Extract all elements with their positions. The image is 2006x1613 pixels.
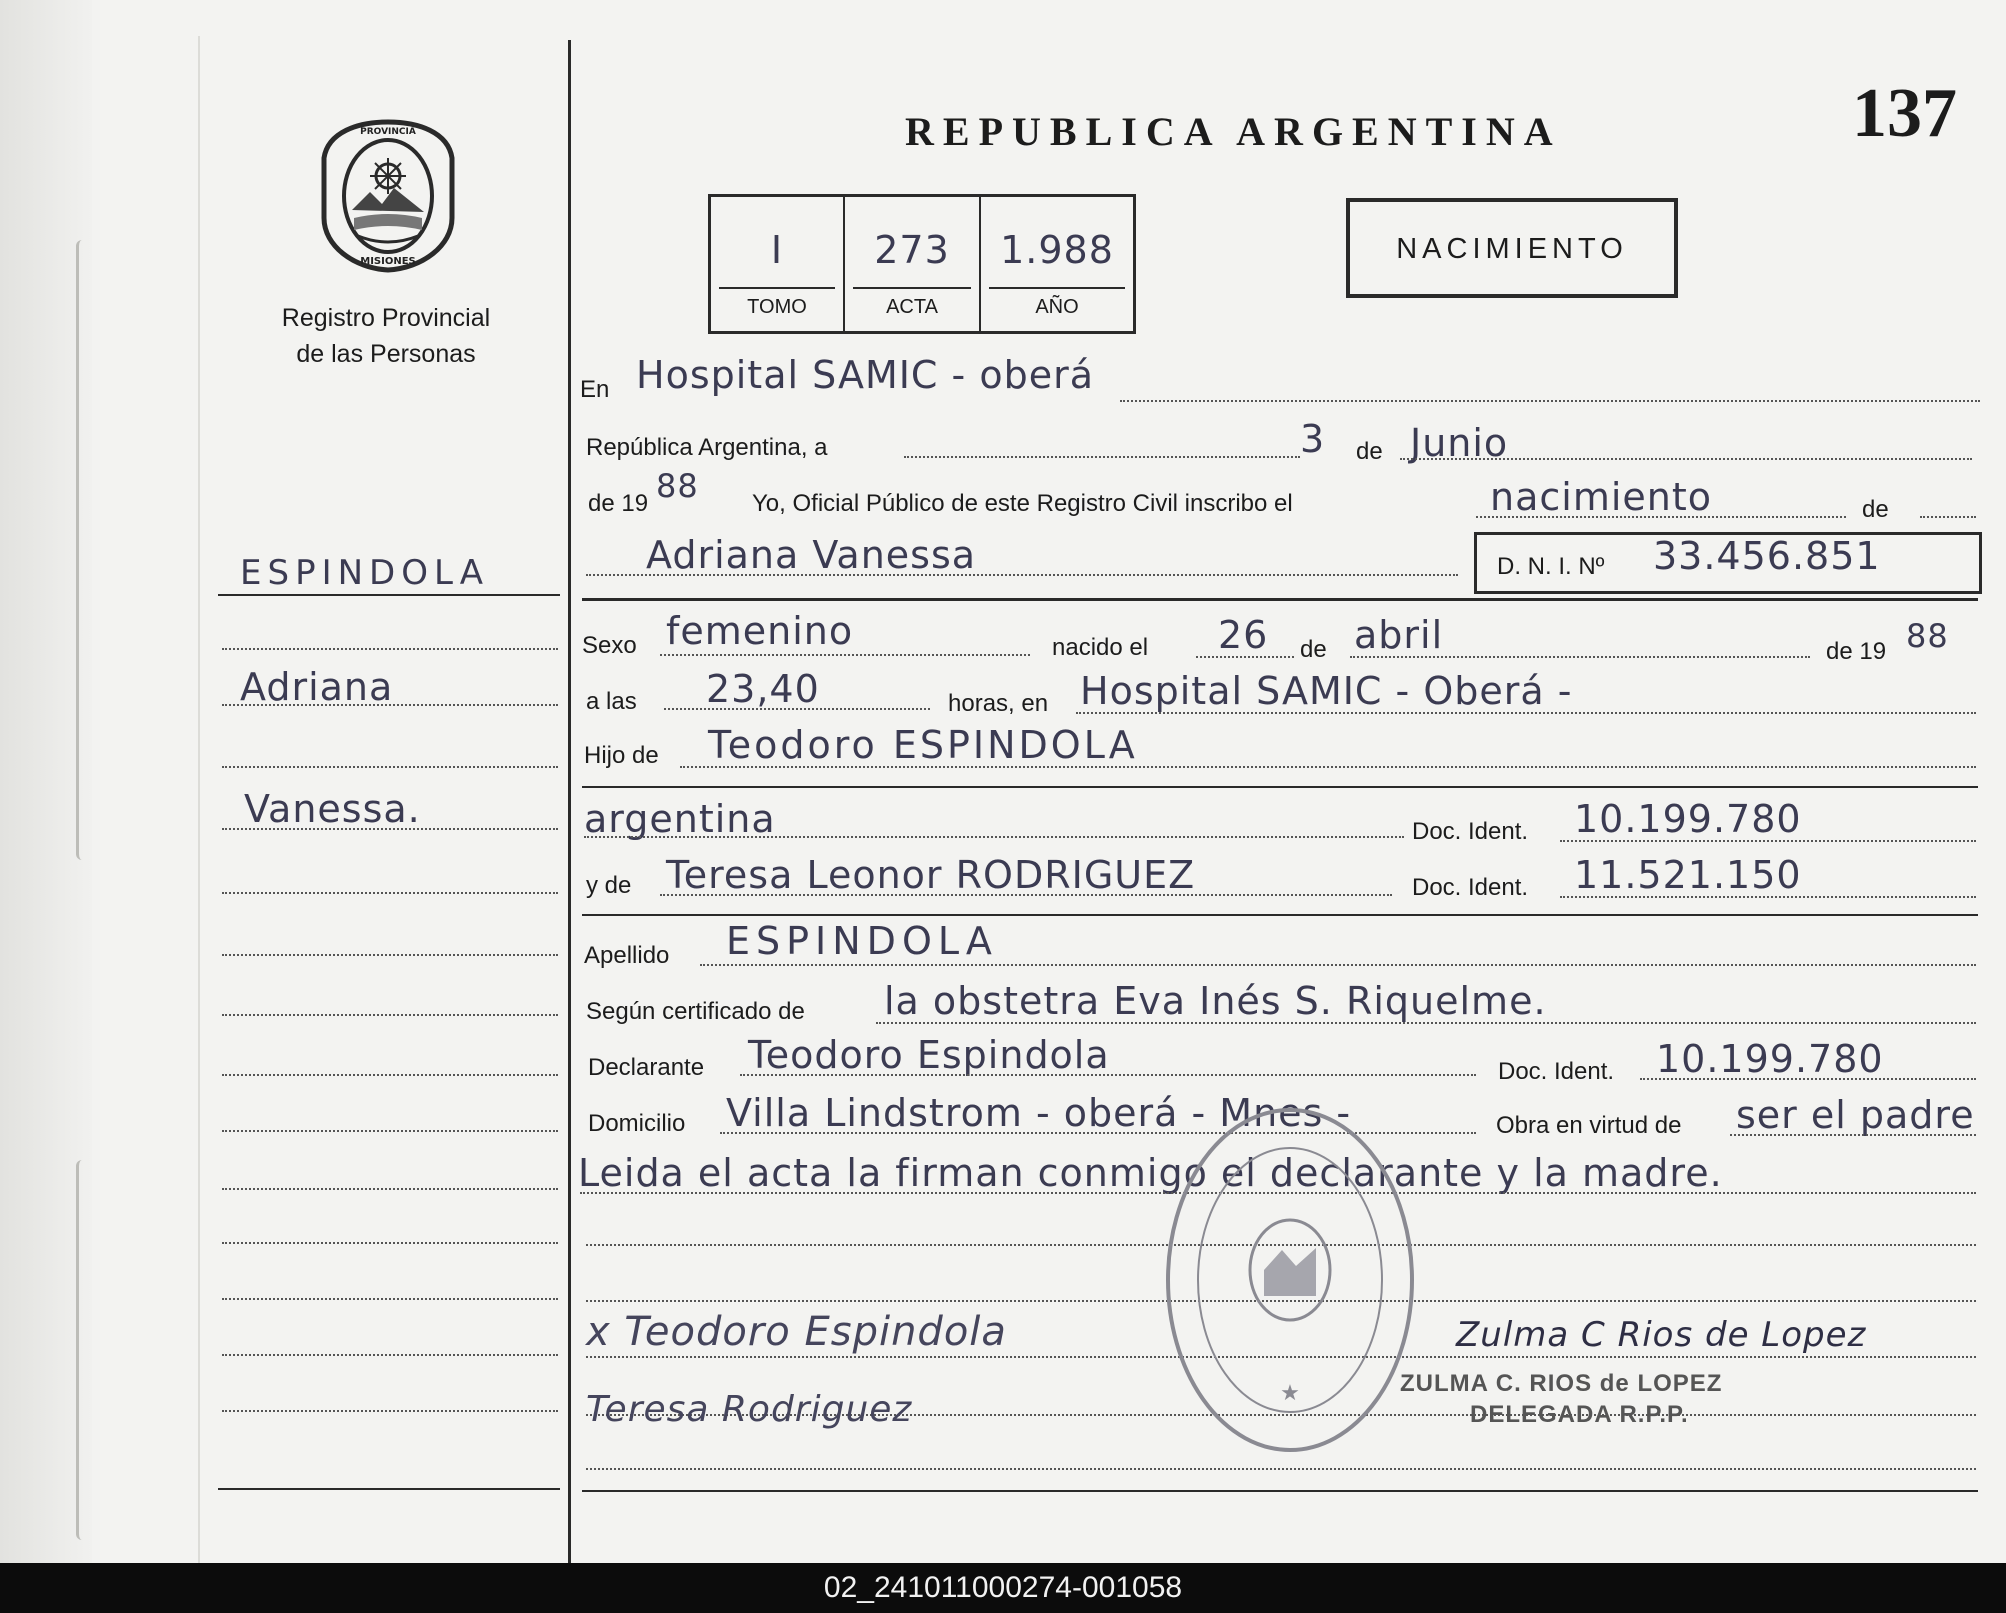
registry-stamp-icon (1160, 1100, 1420, 1460)
label-en: En (580, 376, 610, 403)
ano-value: 1.988 (1000, 228, 1114, 272)
label-horas-en: horas, en (948, 690, 1049, 717)
margin-dotted-line (222, 828, 558, 830)
dni-box (1474, 532, 1982, 594)
official-name: ZULMA C. RIOS de LOPEZ (1400, 1370, 1723, 1397)
value-obra: ser el padre (1736, 1093, 1975, 1137)
label-de-19: de 19 (588, 490, 649, 517)
tomo-label: TOMO (747, 296, 807, 318)
reference-table (708, 194, 1136, 334)
registry-name-line1: Registro Provincial (281, 304, 491, 332)
value-declarante-doc: 10.199.780 (1656, 1037, 1884, 1081)
margin-dotted-line (222, 1074, 558, 1076)
value-sexo: femenino (666, 609, 854, 653)
label-apellido: Apellido (584, 942, 670, 969)
value-lugar: Hospital SAMIC - oberá (636, 353, 1094, 397)
label-sexo: Sexo (582, 632, 637, 659)
dotted-line (584, 836, 1404, 838)
binding-crease (76, 240, 89, 860)
value-hora: 23,40 (706, 667, 820, 711)
registry-name-line2: de las Personas (296, 340, 476, 368)
record-type-label: NACIMIENTO (1396, 233, 1628, 265)
margin-name1: Adriana (240, 665, 394, 709)
page-number: 137 (1852, 75, 1957, 152)
record-type-box (1346, 198, 1678, 298)
value-padre: Teodoro ESPINDOLA (708, 723, 1138, 767)
margin-dotted-line (222, 766, 558, 768)
binding-crease (76, 1160, 89, 1540)
margin-rule (218, 1488, 560, 1490)
margin-dotted-line (222, 1188, 558, 1190)
dotted-line (660, 654, 1030, 656)
margin-dotted-line (222, 1410, 558, 1412)
dotted-line (1730, 1134, 1976, 1136)
signature-declarante: x Teodoro Espindola (586, 1309, 1007, 1355)
value-nacionalidad: argentina (584, 797, 776, 841)
page-title: REPUBLICA ARGENTINA (905, 109, 1562, 154)
dotted-line (904, 456, 1300, 458)
dotted-line (1120, 400, 1980, 402)
margin-dotted-line (222, 1014, 558, 1016)
label-de: de (1356, 438, 1383, 465)
margin-dotted-line (222, 892, 558, 894)
dotted-line (664, 708, 930, 710)
signature-madre: Teresa Rodriguez (586, 1389, 913, 1430)
dotted-line (586, 574, 1458, 576)
tomo-cell (711, 197, 843, 331)
tomo-value: I (770, 228, 784, 272)
label-de-3: de (1300, 636, 1327, 663)
value-declarante: Teodoro Espindola (748, 1033, 1110, 1077)
value-madre: Teresa Leonor RODRIGUEZ (666, 853, 1196, 897)
value-domicilio: Villa Lindstrom - oberá - Mnes - (726, 1091, 1352, 1135)
svg-text:MISIONES: MISIONES (360, 256, 416, 267)
cell-rule (989, 287, 1125, 289)
margin-rule (218, 594, 560, 596)
label-republica: República Argentina, a (586, 434, 828, 461)
dotted-line (660, 894, 1392, 896)
value-certificado: la obstetra Eva Inés S. Riquelme. (884, 979, 1547, 1023)
section-rule (582, 598, 1978, 601)
label-doc-ident: Doc. Ident. (1412, 874, 1529, 901)
dotted-line (1560, 896, 1976, 898)
margin-dotted-line (222, 954, 558, 956)
value-mes: Junio (1410, 421, 1509, 465)
label-de-19b: de 19 (1826, 638, 1887, 665)
acta-cell (845, 197, 979, 331)
ano-label: AÑO (1035, 296, 1079, 318)
label-a-las: a las (586, 688, 637, 715)
label-domicilio: Domicilio (588, 1110, 686, 1137)
dotted-line (700, 964, 1976, 966)
dotted-line (1560, 840, 1976, 842)
section-rule (582, 786, 1978, 788)
acta-label: ACTA (886, 296, 938, 318)
dotted-line (1640, 1078, 1976, 1080)
margin-dotted-line (222, 648, 558, 650)
value-nac-anio: 88 (1906, 617, 1949, 655)
value-dni: 33.456.851 (1653, 534, 1881, 578)
margin-dotted-line (222, 1130, 558, 1132)
label-dni: D. N. I. Nº (1497, 553, 1605, 580)
margin-dotted-line (222, 704, 558, 706)
margin-surname: ESPINDOLA (240, 553, 489, 593)
dotted-line (1920, 516, 1976, 518)
dotted-line (680, 766, 1976, 768)
dotted-line (1476, 516, 1846, 518)
value-apellido: ESPINDOLA (726, 919, 998, 963)
label-yo-oficial: Yo, Oficial Público de este Registro Civil inscribo el (752, 490, 1293, 517)
footer-bar (0, 1563, 2006, 1613)
margin-dotted-line (222, 1242, 558, 1244)
page-edge (198, 36, 200, 1563)
registry-seal-icon (318, 118, 458, 274)
official-stamp (1400, 1368, 1722, 1430)
label-nacido-el: nacido el (1052, 634, 1149, 661)
label-de-2: de (1862, 496, 1889, 523)
signature-official: Zulma C Rios de Lopez (1456, 1315, 1867, 1355)
label-segun: Según certificado de (586, 998, 805, 1025)
value-tipo: nacimiento (1490, 475, 1713, 519)
cell-rule (719, 287, 835, 289)
value-dia: 3 (1300, 417, 1326, 461)
label-hijo-de: Hijo de (584, 742, 659, 769)
dotted-line (740, 1074, 1476, 1076)
label-obra: Obra en virtud de (1496, 1112, 1682, 1139)
section-rule (582, 914, 1978, 916)
value-nac-dia: 26 (1218, 613, 1269, 657)
dotted-line (1196, 656, 1294, 658)
margin-name2: Vanessa. (244, 787, 421, 831)
column-divider (568, 40, 571, 1563)
value-nac-mes: abril (1354, 613, 1444, 657)
value-madre-doc: 11.521.150 (1574, 853, 1802, 897)
value-leida: Leida el acta la firman conmigo el declarante y la madre. (578, 1151, 1723, 1195)
ano-cell (981, 197, 1133, 331)
value-anio: 88 (656, 467, 699, 505)
value-nac-lugar: Hospital SAMIC - Oberá - (1080, 669, 1573, 713)
cell-rule (853, 287, 971, 289)
value-nombre: Adriana Vanessa (646, 533, 977, 577)
svg-text:★: ★ (1280, 1381, 1300, 1406)
label-doc-ident: Doc. Ident. (1498, 1058, 1615, 1085)
footer-id: 02_241011000274-001058 (823, 1571, 1183, 1604)
label-declarante: Declarante (588, 1054, 705, 1081)
official-title: DELEGADA R.P.P. (1470, 1401, 1689, 1429)
margin-dotted-line (222, 1354, 558, 1356)
margin-dotted-line (222, 1298, 558, 1300)
svg-text:PROVINCIA: PROVINCIA (360, 127, 416, 137)
dotted-line (876, 1022, 1976, 1024)
label-doc-ident: Doc. Ident. (1412, 818, 1529, 845)
section-rule (582, 1490, 1978, 1492)
dotted-line (1400, 458, 1972, 460)
value-padre-doc: 10.199.780 (1574, 797, 1802, 841)
dotted-line (586, 1468, 1976, 1470)
dotted-line (1350, 656, 1810, 658)
dotted-line (1076, 712, 1976, 714)
acta-value: 273 (874, 228, 950, 272)
label-y-de: y de (586, 872, 632, 899)
